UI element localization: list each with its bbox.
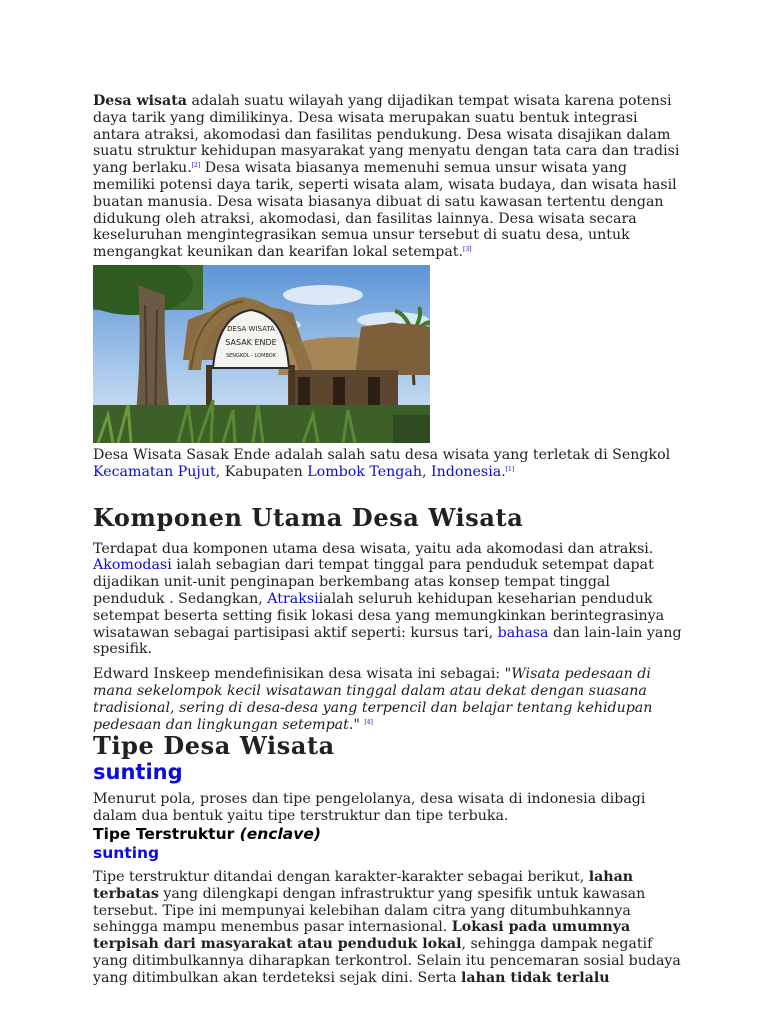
terstruktur-text-3: , sehingga dampak negatif yang ditimbulkannya diharapkan terkontrol. Selain itu pencemaran sosial budaya yang ditimbulkan akan terdeteksi sejak dini. Serta [93, 936, 681, 986]
intro-paragraph [93, 93, 683, 261]
intro-text-1: adalah suatu wilayah yang dijadikan tempat wisata karena potensi daya tarik yang dimilikinya. Desa wisata merupakan suatu bentuk integrasi antara atraksi, akomodasi dan fasilitas pendukung. Desa wisata disajikan dalam suatu struktur kehidupan masyarakat yang menyatu dengan tata cara dan tradisi yang berlaku. [93, 93, 680, 177]
link-kecamatan-pujut[interactable]: Kecamatan Pujut [93, 463, 216, 480]
sign-line-3: SENGKOL - LOMBOK [225, 352, 277, 359]
terstruktur-bold-1: lahan terbatas [93, 868, 634, 902]
link-akomodasi[interactable]: Akomodasi [93, 557, 172, 574]
tipe-paragraph: Menurut pola, proses dan tipe pengelolanya, desa wisata di indonesia dibagi dalam dua bentuk yaitu tipe terstruktur dan tipe terbuka. [93, 791, 646, 825]
terstruktur-text-2: yang dilengkapi dengan infrastruktur yang spesifik untuk kawasan tersebut. Tipe ini mempunyai kelebihan dalam citra yang ditumbuhkannya sehingga mampu menembus pasar internasional. [93, 885, 646, 936]
heading-tipe-terstruktur [93, 825, 683, 844]
caption-text-2: , Kabupaten [215, 463, 308, 480]
citation-1[interactable]: [1] [505, 465, 515, 473]
definition-quote: Wisata pedesaan di mana sekelompok kecil wisatawan tinggal dalam atau dekat dengan suasana tradisional, sering di desa-desa yang terpencil dan belajar tentang kehidupan pedesaan dan lingkungan setempat [93, 666, 653, 733]
sasak-ende-photo[interactable] [93, 265, 430, 443]
sign-line-1: DESA WISATA [227, 324, 275, 333]
sign-line-2: SASAK ENDE [225, 337, 277, 347]
edit-section-tipe-terstruktur[interactable]: sunting [93, 843, 160, 862]
komponen-text-2: ialah sebagian dari tempat tinggal para penduduk setempat dapat dijadikan unit-unit penginapan berkembang atas konsep tempat tinggal penduduk . Sedangkan, [93, 557, 654, 607]
terstruktur-text-1: Tipe terstruktur ditandai dengan karakter-karakter sebagai berikut, [93, 868, 589, 885]
komponen-text-4: dan lain-lain yang spesifik. [93, 624, 682, 658]
article-body [93, 93, 683, 987]
heading-tipe-terstruktur-italic: (enclave) [239, 824, 321, 843]
terstruktur-paragraph [93, 869, 683, 987]
citation-3[interactable]: [3] [463, 246, 472, 254]
citation-2[interactable]: [2] [191, 162, 201, 170]
komponen-paragraph [93, 541, 683, 659]
definition-text-2: ." [348, 716, 365, 733]
intro-term: Desa wisata [93, 93, 187, 109]
caption-text-3: , [421, 463, 432, 480]
terstruktur-bold-3: lahan tidak terlalu [461, 969, 610, 986]
citation-4[interactable]: [4] [364, 718, 373, 726]
caption-text-1: Desa Wisata Sasak Ende adalah salah satu desa wisata yang terletak di Sengkol [93, 446, 671, 463]
caption-text-4: . [501, 463, 506, 480]
heading-tipe-terstruktur-text: Tipe Terstruktur [93, 824, 240, 843]
terstruktur-bold-2: Lokasi pada umumnya terpisah dari masyarakat atau penduduk lokal [93, 919, 631, 953]
heading-komponen-utama: Komponen Utama Desa Wisata [93, 502, 524, 532]
link-indonesia[interactable]: Indonesia [431, 463, 502, 480]
definition-text-1: Edward Inskeep mendefinisikan desa wisata ini sebagai: " [93, 666, 512, 683]
link-bahasa[interactable]: bahasa [497, 624, 549, 641]
intro-text-2: Desa wisata biasanya memenuhi semua unsur wisata yang memiliki potensi daya tarik, seperti wisata alam, wisata budaya, dan wisata hasil buatan manusia. Desa wisata biasanya dibuat di satu kawasan tertentu dengan didukung oleh atraksi, akomodasi, dan fasilitas lainnya. Desa wisata secara keseluruhan mengintegrasikan semua unsur tersebut di suatu desa, untuk mengangkat keunikan dan kearifan lokal setempat. [93, 160, 677, 261]
link-atraksi[interactable]: Atraksi [267, 590, 319, 607]
link-lombok-tengah[interactable]: Lombok Tengah [307, 463, 422, 480]
photo-caption [93, 447, 683, 481]
edit-section-tipe-desa-wisata[interactable]: sunting [93, 760, 183, 785]
definition-paragraph [93, 666, 683, 733]
komponen-text-1: Terdapat dua komponen utama desa wisata, yaitu ada akomodasi dan atraksi. [93, 540, 654, 557]
heading-tipe-desa-wisata: Tipe Desa Wisata [93, 731, 335, 761]
komponen-text-3: ialah seluruh kehidupan keseharian penduduk setempat beserta setting fisik lokasi desa yang memungkinkan berintegrasinya wisatawan sebagai partisipasi aktif seperti: kursus tari, [93, 590, 665, 641]
